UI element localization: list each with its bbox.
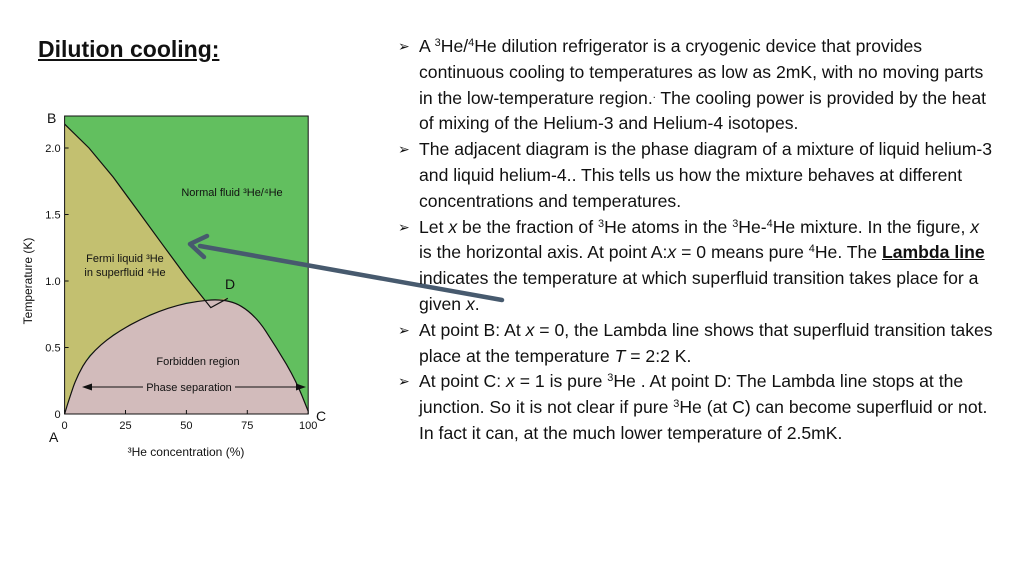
slide-title: Dilution cooling: xyxy=(38,36,220,62)
text-run: A xyxy=(419,36,435,56)
y-axis-label: Temperature (K) xyxy=(21,237,35,325)
x-tick-label: 50 xyxy=(180,420,193,432)
text-run: indicates the temperature at which superfluid transition takes place for a given xyxy=(419,268,979,314)
text-run: T xyxy=(614,345,626,366)
text-run: At point C: xyxy=(419,371,507,392)
text-run: = 0, the Lambda line shows that superfluid transition takes place at the temperature xyxy=(419,319,993,366)
x-tick-label: 100 xyxy=(299,420,318,432)
label-normal-fluid xyxy=(181,187,282,199)
text-run: . xyxy=(474,293,480,314)
text-run: He. The xyxy=(814,242,882,263)
point-a-label: A xyxy=(49,429,59,445)
point-b-label: B xyxy=(47,110,57,126)
x-tick-label: 25 xyxy=(119,420,132,432)
y-tick-label: 2.0 xyxy=(45,143,61,155)
superscript: 3 xyxy=(607,372,614,385)
text-run: He atoms in the xyxy=(604,216,733,237)
y-tick-label: 1.0 xyxy=(45,276,61,288)
point-d-label: D xyxy=(225,276,236,292)
text-run: At point B: At xyxy=(419,319,526,340)
text-run: He (at C) can become superfluid or not. In fact it can, at the much lower temperature of 2.5mK. xyxy=(419,397,988,443)
y-tick-label: 0 xyxy=(54,409,61,421)
text-run: x xyxy=(525,319,535,340)
text-run: The cooling power is provided by the heat of mixing of the Helium-3 and Helium-4 isotopes. xyxy=(419,87,987,134)
superscript: 4 xyxy=(766,217,773,230)
region-label-line: Fermi liquid ³He xyxy=(86,253,164,265)
bullet-arrow-icon: ➢ xyxy=(398,218,410,235)
y-tick-label: 0.5 xyxy=(45,342,61,355)
text-run: x xyxy=(465,293,475,314)
text-run: is the horizontal axis. At point A: xyxy=(419,242,668,263)
text-run: = 2:2 K. xyxy=(625,345,692,366)
superscript: 4 xyxy=(468,37,475,49)
text-run: x xyxy=(506,371,515,392)
text-run: x xyxy=(448,216,458,237)
text-run: The adjacent diagram is the phase diagram of a mixture of liquid helium-3 and liquid helium-4.. This tells us how the mixture behaves at different concentrations and temperatures. xyxy=(419,139,993,211)
text-run: x xyxy=(667,242,677,263)
bullet-arrow-icon: ➢ xyxy=(398,321,410,338)
bullet-item xyxy=(396,369,996,446)
bullet-arrow-icon: ➢ xyxy=(398,373,410,390)
text-run: He- xyxy=(738,216,767,237)
point-c-label: C xyxy=(316,408,327,424)
bullet-list xyxy=(396,34,996,447)
x-tick-label: 75 xyxy=(241,420,254,432)
superscript: 4 xyxy=(808,243,815,256)
bullet-item xyxy=(396,318,996,370)
superscript: 3 xyxy=(434,37,441,49)
superscript: 3 xyxy=(673,398,680,411)
text-run: be the fraction of xyxy=(457,216,598,237)
region-label-line: in superfluid ⁴He xyxy=(84,267,166,279)
text-run: He/ xyxy=(440,36,469,56)
text-run: Let xyxy=(419,216,449,237)
y-tick-label: 1.5 xyxy=(45,209,61,222)
bullet-item xyxy=(396,215,996,318)
text-run: = 1 is pure xyxy=(514,371,608,392)
text-run: He dilution refrigerator is a cryogenic device that provides continuous cooling to temperatures as low as 2mK, with no moving parts in the low-temperature region. xyxy=(419,36,984,108)
bullet-item xyxy=(396,34,996,137)
lambda-line-term: Lambda line xyxy=(881,242,985,263)
text-run: x xyxy=(970,216,980,237)
text-run: He mixture. In the figure, xyxy=(772,216,971,237)
superscript: 3 xyxy=(732,217,739,230)
label-phase-separation: Phase separation xyxy=(146,382,232,394)
bullet-arrow-icon: ➢ xyxy=(398,38,410,54)
x-axis-label: ³He concentration (%) xyxy=(127,445,245,459)
label-forbidden-region: Forbidden region xyxy=(156,356,240,368)
superscript: 3 xyxy=(598,217,605,230)
bullet-item xyxy=(396,137,996,214)
region-label-line: Normal fluid ³He/⁴He xyxy=(181,187,283,199)
x-tick-label: 0 xyxy=(61,420,68,432)
superscript: . xyxy=(652,88,656,101)
text-run: He . At point D: The Lambda line stops at the junction. So it is not clear if pure xyxy=(419,371,964,418)
text-run: = 0 means pure xyxy=(676,242,809,263)
bullet-arrow-icon: ➢ xyxy=(398,141,410,158)
